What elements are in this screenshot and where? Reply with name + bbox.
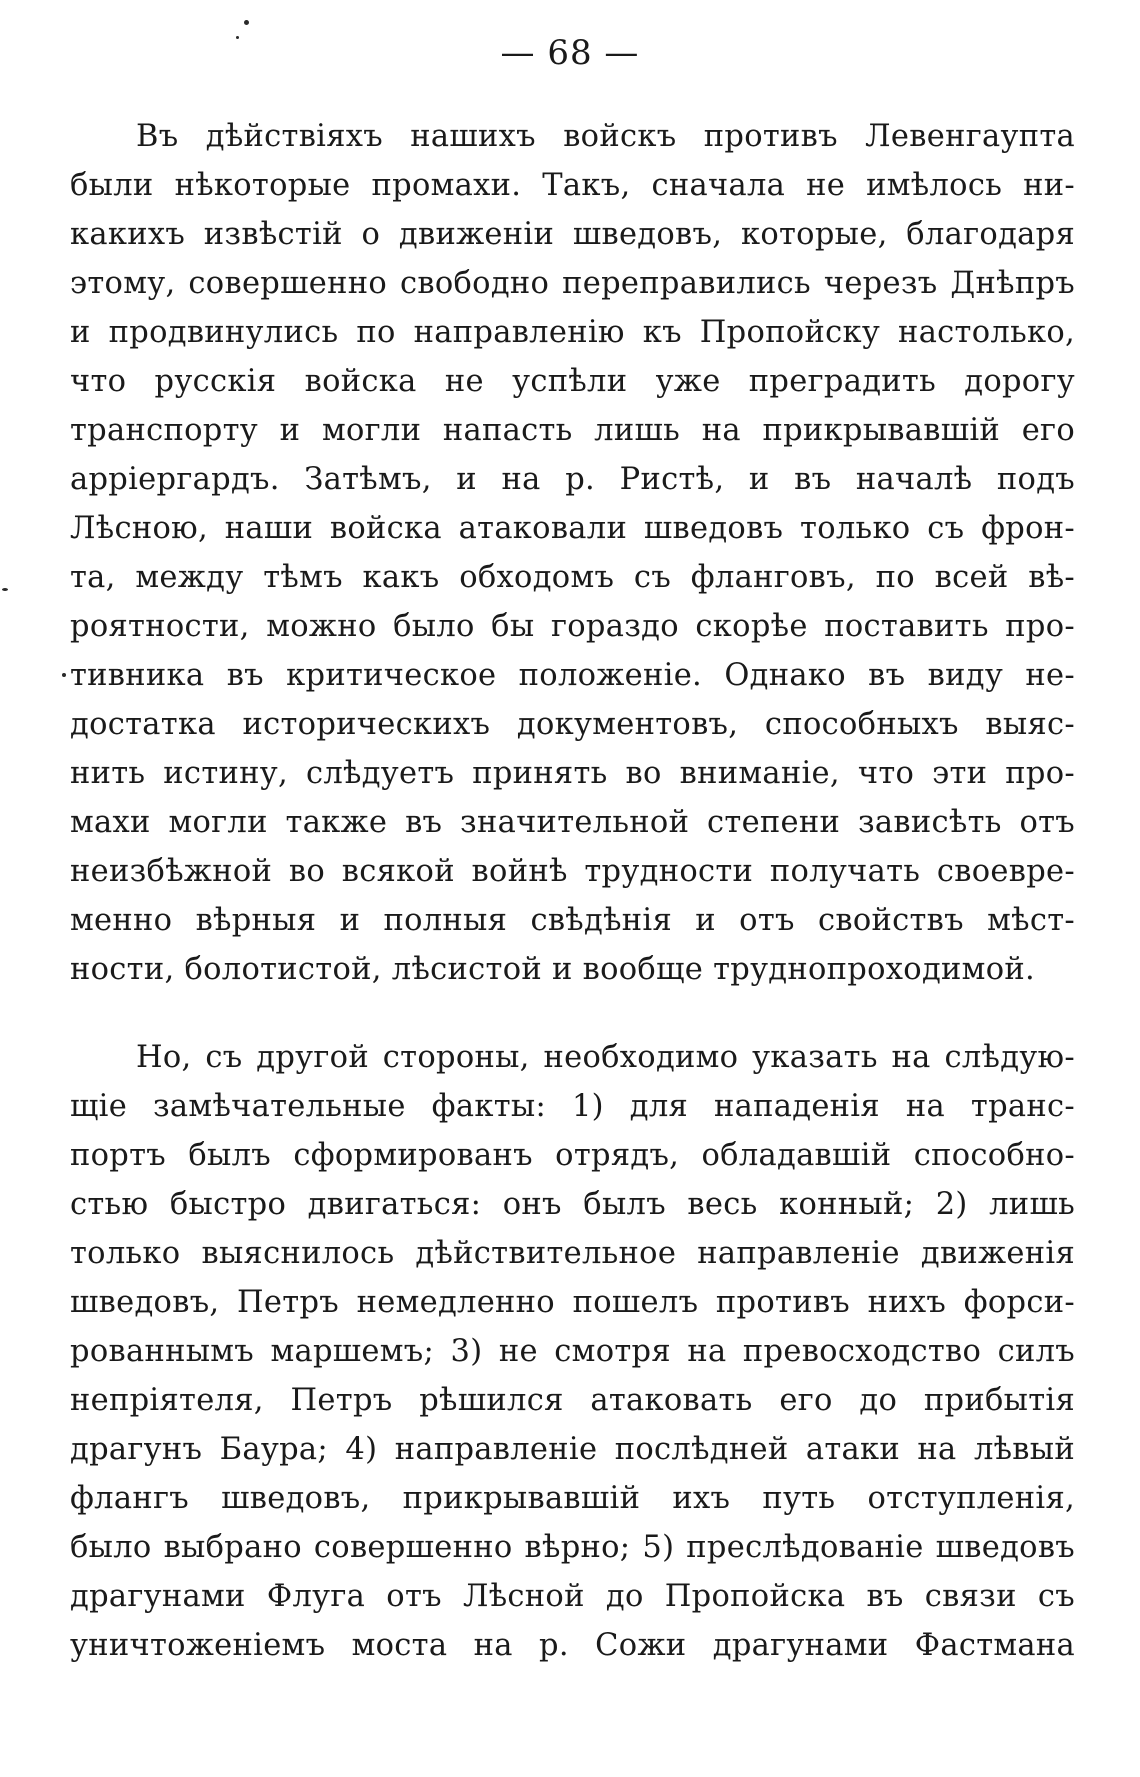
text-line: нить истину, слѣдуетъ принять во вниманіе, что эти про- — [70, 756, 1075, 791]
text-line: тивника въ критическое положеніе. Однако въ виду не- — [70, 658, 1075, 693]
text-line: роятности, можно было бы гораздо скорѣе поставить про- — [70, 609, 1075, 644]
text-line: драгунъ Баура; 4) направленіе послѣдней атаки на лѣвый — [70, 1432, 1075, 1467]
text-line: и продвинулись по направленію къ Пропойску настолько, — [70, 315, 1075, 350]
text-line: транспорту и могли напасть лишь на прикрывавшій его — [70, 413, 1075, 448]
text-line: ности, болотистой, лѣсистой и вообще труднопроходимой. — [70, 952, 1035, 987]
text-line: портъ былъ сформированъ отрядъ, обладавшій способно- — [70, 1138, 1075, 1173]
text-line: махи могли также въ значительной степени зависѣть отъ — [70, 805, 1075, 840]
text-line: драгунами Флуга отъ Лѣсной до Пропойска въ связи съ — [70, 1579, 1075, 1614]
text-line: было выбрано совершенно вѣрно; 5) преслѣдованіе шведовъ — [70, 1530, 1075, 1565]
text-line: уничтоженіемъ моста на р. Сожи драгунами Фастмана — [70, 1628, 1075, 1663]
text-line: стью быстро двигаться: онъ былъ весь конный; 2) лишь — [70, 1187, 1075, 1222]
scan-speck — [244, 20, 249, 25]
text-line: флангъ шведовъ, прикрывавшій ихъ путь отступленія, — [70, 1481, 1075, 1516]
text-line: рованнымъ маршемъ; 3) не смотря на превосходство силъ — [70, 1334, 1075, 1369]
text-line: достатка историческихъ документовъ, способныхъ выяс- — [70, 707, 1075, 742]
text-line: арріергардъ. Затѣмъ, и на р. Ристѣ, и въ началѣ подъ — [70, 462, 1075, 497]
text-line: та, между тѣмъ какъ обходомъ съ фланговъ, по всей вѣ- — [70, 560, 1075, 595]
text-line: что русскія войска не успѣли уже преградить дорогу — [70, 364, 1075, 399]
text-line: Но, съ другой стороны, необходимо указать на слѣдую- — [136, 1040, 1075, 1075]
scan-speck — [236, 36, 239, 39]
text-line: менно вѣрныя и полныя свѣдѣнія и отъ свойствъ мѣст- — [70, 903, 1075, 938]
page-number: — 68 — — [500, 33, 640, 73]
text-line: неизбѣжной во всякой войнѣ трудности получать своевре- — [70, 854, 1075, 889]
text-line: были нѣкоторые промахи. Такъ, сначала не имѣлось ни- — [70, 168, 1075, 203]
text-line: этому, совершенно свободно переправились черезъ Днѣпръ — [70, 266, 1075, 301]
text-line: непріятеля, Петръ рѣшился атаковать его до прибытія — [70, 1383, 1075, 1418]
paragraph-1 — [70, 112, 1075, 994]
text-line: Въ дѣйствіяхъ нашихъ войскъ противъ Левенгаупта — [136, 119, 1075, 154]
text-line: шведовъ, Петръ немедленно пошелъ противъ нихъ форси- — [70, 1285, 1075, 1320]
text-line: щіе замѣчательные факты: 1) для нападенія на транс- — [70, 1089, 1075, 1124]
text-line: Лѣсною, наши войска атаковали шведовъ только съ фрон- — [70, 511, 1075, 546]
text-line: какихъ извѣстій о движеніи шведовъ, которые, благодаря — [70, 217, 1075, 252]
text-line: только выяснилось дѣйствительное направленіе движенія — [70, 1236, 1075, 1271]
scan-speck — [62, 673, 66, 677]
scan-speck — [2, 588, 8, 591]
paragraph-2 — [70, 1033, 1075, 1670]
